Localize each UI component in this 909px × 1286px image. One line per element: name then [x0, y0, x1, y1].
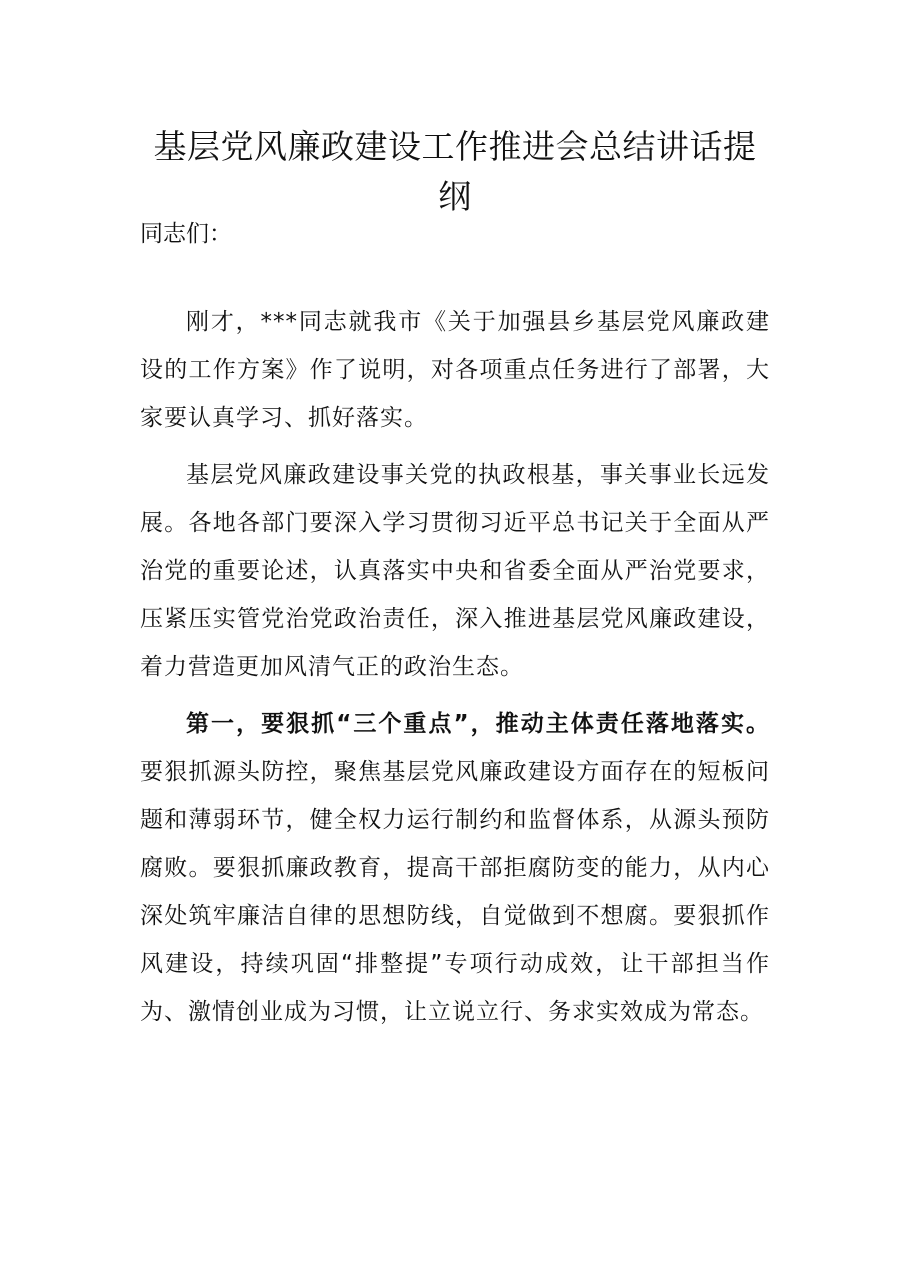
paragraph-context: 基层党风廉政建设事关党的执政根基，事关事业长远发展。各地各部门要深入学习贯彻习近平总书记关于全面从严治党的重要论述，认真落实中央和省委全面从严治党要求，压紧压实管党治党政治责任，深入推进基层党风廉政建设，着力营造更加风清气正的政治生态。	[140, 462, 770, 680]
salutation: 同志们：	[140, 221, 232, 247]
document-title: 基层党风廉政建设工作推进会总结讲话提纲	[153, 127, 757, 216]
section-one-body: 要狠抓源头防控，聚焦基层党风廉政建设方面存在的短板问题和薄弱环节，健全权力运行制约和监督体系，从源头预防腐败。要狠抓廉政教育，提高干部拒腐防变的能力，从内心深处筑牢廉洁自律的思想防线，自觉做到不想腐。要狠抓作风建设，持续巩固“排整提”专项行动成效，让干部担当作为、激情创业成为习惯，让立说立行、务求实效成为常态。	[140, 759, 770, 1025]
section-one	[140, 700, 770, 1036]
paragraph-opening: 刚才，***同志就我市《关于加强县乡基层党风廉政建设的工作方案》作了说明，对各项重点任务进行了部署，大家要认真学习、抓好落实。	[140, 309, 770, 431]
section-one-heading: 第一，要狠抓“三个重点”，推动主体责任落地落实。	[186, 711, 770, 737]
section-one-wrap	[140, 700, 770, 1036]
